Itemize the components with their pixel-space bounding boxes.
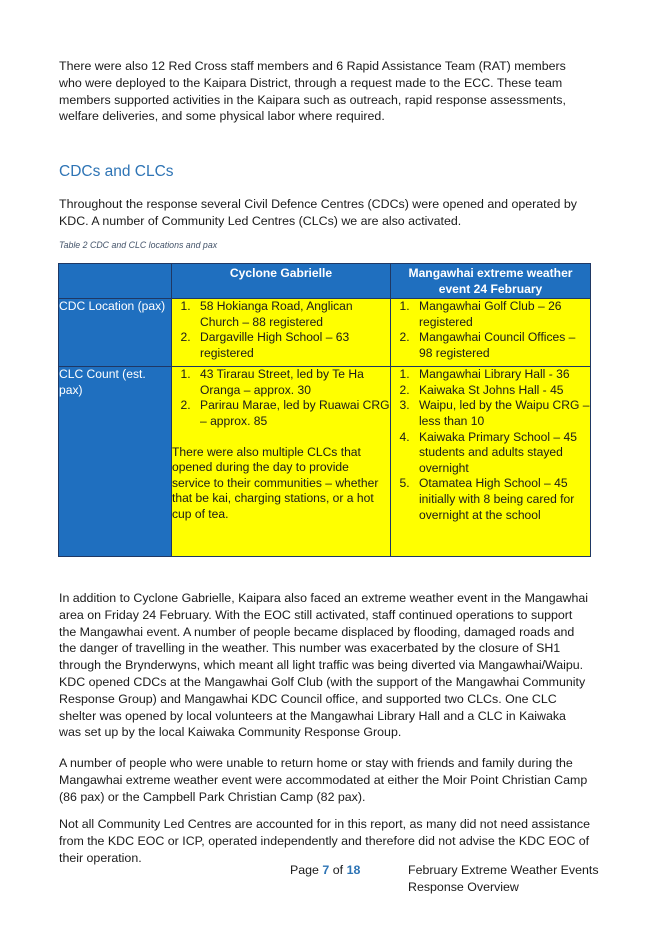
list-item: 2. Mangawhai Council Offices – 98 registered (413, 330, 590, 361)
row-label-clc: CLC Count (est. pax) (59, 367, 172, 557)
page-of: of (332, 863, 344, 877)
table-caption: Table 2 CDC and CLC locations and pax (59, 240, 218, 250)
paragraph-red-cross: There were also 12 Red Cross staff members and 6 Rapid Assistance Team (RAT) members who were deployed to the Kaipara District, through a request made to the ECC. These team members supported activities in the Kaipara such as outreach, rapid response assessments, welfare deliveries, and some physical labor where required. (59, 59, 566, 124)
table-header-row (59, 264, 591, 299)
row-label-cdc: CDC Location (pax) (59, 299, 172, 367)
list-item: 5. Otamatea High School – 45 initially with 8 being cared for overnight at the school (413, 476, 590, 523)
list-item: 2. Dargaville High School – 63 registered (194, 330, 390, 361)
page-total: 18 (346, 863, 361, 877)
header-cyclone-gabrielle: Cyclone Gabrielle (172, 264, 391, 299)
list-item: 1. Mangawhai Library Hall - 36 (413, 367, 590, 383)
page-word: Page (290, 863, 319, 877)
paragraph-mangawhai-event: In addition to Cyclone Gabrielle, Kaipara also faced an extreme weather event in the Mangawhai area on Friday 24 February. With the EOC still activated, staff continued operations to support the Mangawhai event. A number of people became displaced by flooding, damaged roads and the danger of travelling in the weather. This number was exacerbated by the closure of SH1 through the Brynderwyns, which meant all light traffic was being diverted via Mangawhai/Waipu. KDC opened CDCs at the Mangawhai Golf Club (with the support of the Mangawhai Community Response Group) and Mangawhai KDC Council office, and supported two CLCs. One CLC shelter was opened by local volunteers at the Mangawhai Library Hall and a CLC in Kaiwaka was set up by the local Kaiwaka Community Response Group. (59, 591, 588, 740)
paragraph-clc-accounting: Not all Community Led Centres are accounted for in this report, as many did not need assistance from the KDC EOC or ICP, operated independently and therefore did not advise the KDC EOC of their operation. (59, 817, 591, 865)
clc-cyclone-note: There were also multiple CLCs that opened during the day to provide service to their communities – whether that be kai, charging stations, or a hot cup of tea. (172, 444, 379, 521)
page-number (290, 862, 360, 879)
cell-clc-mangawhai (391, 367, 591, 557)
cell-cdc-mangawhai (391, 299, 591, 367)
list-item: 1. 43 Tirarau Street, led by Te Ha Oranga – approx. 30 (194, 367, 390, 398)
list-item: 2. Kaiwaka St Johns Hall - 45 (413, 383, 590, 399)
paragraph-cdc-intro: Throughout the response several Civil Defence Centres (CDCs) were opened and operated by KDC. A number of Community Led Centres (CLCs) we are also activated. (59, 197, 577, 228)
cdc-clc-table (58, 263, 591, 557)
list-item: 2. Parirau Marae, led by Ruawai CRG – approx. 85 (194, 398, 390, 429)
list-cdc-mangawhai (391, 299, 590, 361)
paragraph-displaced-people: A number of people who were unable to return home or stay with friends and family during the Mangawhai extreme weather event were accommodated at either the Moir Point Christian Camp (86 pax) or the Campbell Park Christian Camp (82 pax). (59, 756, 588, 804)
cell-clc-cyclone (172, 367, 391, 557)
list-clc-mangawhai (391, 367, 590, 523)
list-item: 4. Kaiwaka Primary School – 45 students and adults stayed overnight (413, 430, 590, 477)
list-item: 3. Waipu, led by the Waipu CRG – less than 10 (413, 398, 590, 429)
page-current: 7 (322, 863, 330, 877)
table-row-cdc (59, 299, 591, 367)
cell-cdc-cyclone (172, 299, 391, 367)
list-item: 1. Mangawhai Golf Club – 26 registered (413, 299, 590, 330)
list-cdc-cyclone (172, 299, 390, 361)
table-row-clc (59, 367, 591, 557)
list-clc-cyclone (172, 367, 390, 429)
section-heading: CDCs and CLCs (59, 163, 174, 180)
header-empty (59, 264, 172, 299)
header-mangawhai-event: Mangawhai extreme weather event 24 February (391, 264, 591, 299)
footer-document-title: February Extreme Weather Events Response Overview (408, 863, 599, 894)
list-item: 1. 58 Hokianga Road, Anglican Church – 88 registered (194, 299, 390, 330)
